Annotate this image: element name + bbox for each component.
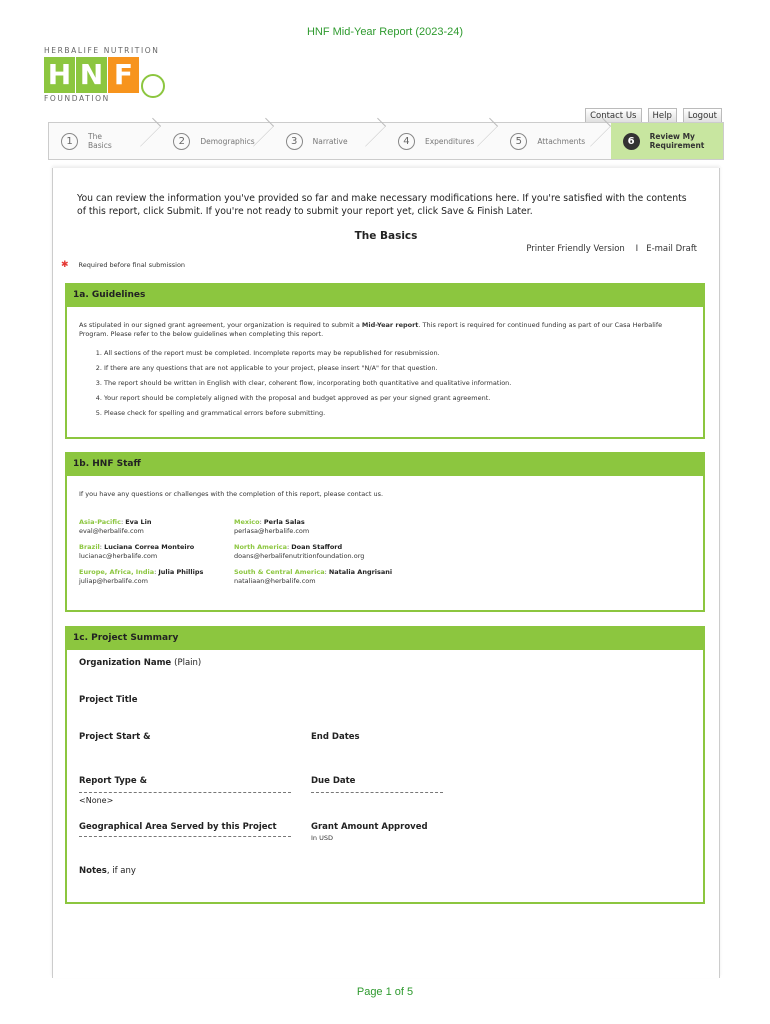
print-links <box>526 244 697 254</box>
person-name: Perla Salas <box>263 518 305 526</box>
due-date-label: Due Date <box>311 776 356 786</box>
step-narrative[interactable] <box>274 123 386 159</box>
step-label: Expenditures <box>424 136 475 146</box>
step-label: Demographics <box>200 136 255 146</box>
section-heading: 1c. Project Summary <box>67 628 703 650</box>
intro-text: You can review the information you've provided so far and make necessary modifications here. If you're satisfied with the contents of this report, click Submit. If you're not ready to submit your report yet, click Save & Finish Later. <box>77 193 687 217</box>
region: Mexico <box>234 518 260 526</box>
staff-contact: Mexico: Perla Salas perlasa@herbalife.com <box>234 518 310 535</box>
region: North America <box>234 543 287 551</box>
email-link[interactable]: juliap@herbalife.com <box>79 577 148 585</box>
step-number: 6 <box>623 133 640 150</box>
person-name: Eva Lin <box>125 518 152 526</box>
step-number: 5 <box>510 133 527 150</box>
step-navigation <box>48 122 724 160</box>
staff-contact: North America: Doan Stafford doans@herbalifenutritionfoundation.org <box>234 543 365 560</box>
help-link[interactable]: Help <box>648 108 677 124</box>
project-title-label: Project Title <box>79 695 138 705</box>
logo-letter-h: H <box>44 57 75 93</box>
list-item: 2. If there are any questions that are not applicable to your project, please insert "N/A" for that question. <box>104 364 691 373</box>
staff-section <box>65 452 705 612</box>
intro-part: As stipulated in our signed grant agreement, your organization is required to submit a <box>79 321 362 329</box>
step-number: 4 <box>398 133 415 150</box>
step-label: Attachments <box>537 136 586 146</box>
project-start-label: Project Start & <box>79 732 151 742</box>
intro-bold: Mid-Year report <box>361 321 419 329</box>
logo-bottom-text: FOUNDATION <box>44 94 110 103</box>
notes-label <box>79 866 136 876</box>
required-asterisk-icon: ✱ <box>61 260 69 270</box>
intro-part: . This report is required for continued funding as part of our Casa Herbalife Program. Please refer to the below guidelines when completing this report. <box>79 321 663 338</box>
guidelines-list <box>79 349 691 418</box>
email-draft-link[interactable]: E-mail Draft <box>646 244 697 254</box>
step-review[interactable] <box>611 123 723 159</box>
section-title: The Basics <box>354 230 418 242</box>
required-note <box>61 260 185 270</box>
leaf-icon <box>141 74 165 98</box>
step-label: The Basics <box>88 132 112 150</box>
step-attachments[interactable] <box>498 123 610 159</box>
email-link[interactable]: nataliaan@herbalife.com <box>234 577 316 585</box>
chevron-right-icon <box>357 118 386 147</box>
email-link[interactable]: doans@herbalifenutritionfoundation.org <box>234 552 365 560</box>
grant-amount-hint: In USD <box>311 834 333 842</box>
logo-letter-f: F <box>108 57 139 93</box>
notes-hint: , if any <box>106 866 136 876</box>
region: Europe, Africa, India <box>79 568 155 576</box>
page-footer: Page 1 of 5 <box>356 986 414 998</box>
step-expenditures[interactable] <box>386 123 498 159</box>
notes-text: Notes <box>79 866 107 876</box>
email-link[interactable]: lucianac@herbalife.com <box>79 552 158 560</box>
region: South & Central America <box>234 568 325 576</box>
section-heading: 1a. Guidelines <box>67 285 703 307</box>
staff-contact: Brazil: Luciana Correa Monteiro lucianac@herbalife.com <box>79 543 195 560</box>
printer-friendly-link[interactable]: Printer Friendly Version <box>526 244 625 254</box>
region: Asia-Pacific <box>79 518 121 526</box>
org-name-text: Organization Name <box>79 658 172 668</box>
step-number: 3 <box>286 133 303 150</box>
person-name: Doan Stafford <box>291 543 343 551</box>
chevron-right-icon <box>245 118 274 147</box>
step-demographics[interactable] <box>161 123 273 159</box>
chevron-right-icon <box>470 118 499 147</box>
step-number: 2 <box>173 133 190 150</box>
main-panel <box>52 168 720 978</box>
step-the-basics[interactable] <box>49 123 161 159</box>
required-note-text: Required before final submission <box>78 261 186 269</box>
person-name: Natalia Angrisani <box>328 568 393 576</box>
list-item: 3. The report should be written in English with clear, coherent flow, incorporating both quantitative and qualitative information. <box>104 379 691 388</box>
contact-us-link[interactable]: Contact Us <box>585 108 641 124</box>
staff-contacts <box>79 518 579 586</box>
step-label: Review My Requirement <box>649 132 705 150</box>
page-header: HNF Mid-Year Report (2023-24) <box>306 26 464 38</box>
list-item: 5. Please check for spelling and grammatical errors before submitting. <box>104 409 691 418</box>
staff-contact: Asia-Pacific: Eva Lin eval@herbalife.com <box>79 518 152 535</box>
staff-intro: If you have any questions or challenges with the completion of this report, please contact us. <box>79 490 384 498</box>
list-item: 1. All sections of the report must be completed. Incomplete reports may be republished for resubmission. <box>104 349 691 358</box>
guidelines-body <box>79 321 691 424</box>
due-date-underline <box>311 792 443 793</box>
report-type-value[interactable]: <None> <box>79 796 114 805</box>
logo-letter-n: N <box>76 57 107 93</box>
project-summary-section <box>65 626 705 904</box>
staff-contact: South & Central America: Natalia Angrisani nataliaan@herbalife.com <box>234 568 393 585</box>
section-heading: 1b. HNF Staff <box>67 454 703 476</box>
chevron-right-icon <box>582 118 611 147</box>
org-name-label <box>79 658 201 668</box>
person-name: Luciana Correa Monteiro <box>104 543 195 551</box>
guidelines-intro <box>79 321 691 339</box>
email-link[interactable]: eval@herbalife.com <box>79 527 144 535</box>
email-link[interactable]: perlasa@herbalife.com <box>234 527 310 535</box>
hnf-logo <box>44 46 184 106</box>
chevron-right-icon <box>133 118 162 147</box>
separator: I <box>635 244 639 254</box>
staff-contact: Europe, Africa, India: Julia Phillips juliap@herbalife.com <box>79 568 204 585</box>
org-name-hint: (Plain) <box>174 658 202 668</box>
region: Brazil <box>79 543 100 551</box>
grant-amount-label: Grant Amount Approved <box>311 822 428 832</box>
guidelines-section <box>65 283 705 439</box>
geo-area-underline <box>79 836 291 837</box>
step-number: 1 <box>61 133 78 150</box>
person-name: Julia Phillips <box>158 568 204 576</box>
geo-area-label: Geographical Area Served by this Project <box>79 822 277 832</box>
logout-link[interactable]: Logout <box>683 108 722 124</box>
end-dates-label: End Dates <box>311 732 360 742</box>
list-item: 4. Your report should be completely aligned with the proposal and budget approved as per your signed grant agreement. <box>104 394 691 403</box>
step-label: Narrative <box>312 136 348 146</box>
report-type-underline <box>79 792 291 793</box>
logo-top-text: HERBALIFE NUTRITION <box>44 46 160 55</box>
report-type-label: Report Type & <box>79 776 147 786</box>
